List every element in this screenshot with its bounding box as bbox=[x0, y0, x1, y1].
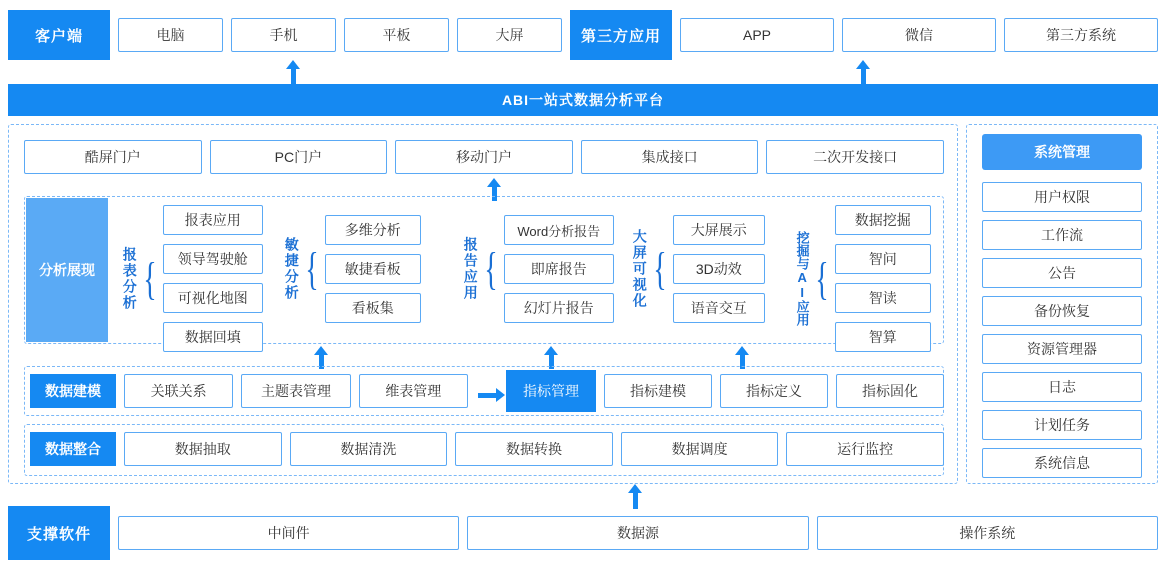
brace-icon: { bbox=[484, 243, 498, 294]
third-party-label: 第三方应用 bbox=[570, 10, 672, 60]
data-integration-label: 数据整合 bbox=[30, 432, 116, 466]
analysis-item-dashboard-set[interactable]: 看板集 bbox=[325, 293, 421, 323]
support-software-item-datasource[interactable]: 数据源 bbox=[467, 516, 808, 550]
analysis-group-ai-items bbox=[835, 205, 931, 352]
analysis-item-voice-interaction[interactable]: 语音交互 bbox=[673, 293, 765, 323]
client-item-bigscreen[interactable]: 大屏 bbox=[457, 18, 562, 52]
brace-icon: { bbox=[143, 252, 157, 304]
system-management-item-announcement[interactable]: 公告 bbox=[982, 258, 1142, 288]
system-management-list bbox=[982, 182, 1142, 478]
analysis-group-bigscreen-label: 大屏可视化 bbox=[631, 229, 648, 309]
support-software-item-os[interactable]: 操作系统 bbox=[817, 516, 1158, 550]
analysis-item-visual-map[interactable]: 可视化地图 bbox=[163, 283, 263, 313]
data-model-items-right bbox=[604, 374, 944, 408]
analysis-item-zhidu[interactable]: 智读 bbox=[835, 283, 931, 313]
portal-item-pc[interactable]: PC门户 bbox=[210, 140, 388, 174]
analysis-item-zhisuan[interactable]: 智算 bbox=[835, 322, 931, 352]
data-integration-item-transform[interactable]: 数据转换 bbox=[455, 432, 613, 466]
analysis-item-3d-effects[interactable]: 3D动效 bbox=[673, 254, 765, 284]
portal-item-integration-api[interactable]: 集成接口 bbox=[581, 140, 759, 174]
analysis-item-bigscreen-display[interactable]: 大屏展示 bbox=[673, 215, 765, 245]
analysis-group-agile-items bbox=[325, 215, 421, 323]
data-integration-item-clean[interactable]: 数据清洗 bbox=[290, 432, 448, 466]
analysis-item-leader-cockpit[interactable]: 领导驾驶舱 bbox=[163, 244, 263, 274]
data-model-item-metric-management[interactable]: 指标管理 bbox=[506, 370, 596, 412]
third-party-item-system[interactable]: 第三方系统 bbox=[1004, 18, 1158, 52]
third-party-item-app[interactable]: APP bbox=[680, 18, 834, 52]
portal-row bbox=[24, 140, 944, 174]
analysis-group-reportapp-items bbox=[504, 215, 614, 323]
system-management-item-system-info[interactable]: 系统信息 bbox=[982, 448, 1142, 478]
arrow-up-third-party bbox=[856, 60, 870, 84]
client-items bbox=[118, 10, 562, 60]
support-software-item-middleware[interactable]: 中间件 bbox=[118, 516, 459, 550]
data-model-label: 数据建模 bbox=[30, 374, 116, 408]
analysis-label: 分析展现 bbox=[26, 198, 108, 342]
client-item-pc[interactable]: 电脑 bbox=[118, 18, 223, 52]
client-item-phone[interactable]: 手机 bbox=[231, 18, 336, 52]
analysis-group-report-label: 报表分析 bbox=[121, 246, 138, 311]
system-management-item-log[interactable]: 日志 bbox=[982, 372, 1142, 402]
analysis-item-report-app[interactable]: 报表应用 bbox=[163, 205, 263, 235]
analysis-item-data-writeback[interactable]: 数据回填 bbox=[163, 322, 263, 352]
brace-icon: { bbox=[653, 243, 667, 294]
analysis-item-data-mining[interactable]: 数据挖掘 bbox=[835, 205, 931, 235]
data-model-item-relations[interactable]: 关联关系 bbox=[124, 374, 233, 408]
data-model-item-subject-table[interactable]: 主题表管理 bbox=[241, 374, 350, 408]
data-model-item-dim-table[interactable]: 维表管理 bbox=[359, 374, 468, 408]
data-model-item-metric-solidify[interactable]: 指标固化 bbox=[836, 374, 944, 408]
support-software-label: 支撑软件 bbox=[8, 506, 110, 560]
system-management-item-resource-manager[interactable]: 资源管理器 bbox=[982, 334, 1142, 364]
data-model-items-left bbox=[124, 374, 468, 408]
analysis-group-report-items bbox=[163, 205, 263, 352]
brace-icon: { bbox=[815, 252, 829, 304]
portal-item-mobile[interactable]: 移动门户 bbox=[395, 140, 573, 174]
analysis-item-zhiwen[interactable]: 智问 bbox=[835, 244, 931, 274]
system-management-item-user-permission[interactable]: 用户权限 bbox=[982, 182, 1142, 212]
arrow-right-metric bbox=[478, 388, 505, 402]
analysis-item-agile-dashboard[interactable]: 敏捷看板 bbox=[325, 254, 421, 284]
support-software-items bbox=[118, 506, 1158, 560]
system-management-item-workflow[interactable]: 工作流 bbox=[982, 220, 1142, 250]
portal-item-kupin[interactable]: 酷屏门户 bbox=[24, 140, 202, 174]
client-item-tablet[interactable]: 平板 bbox=[344, 18, 449, 52]
data-model-item-metric-definition[interactable]: 指标定义 bbox=[720, 374, 828, 408]
analysis-group-reportapp bbox=[463, 205, 614, 333]
system-management-item-backup-restore[interactable]: 备份恢复 bbox=[982, 296, 1142, 326]
client-label: 客户端 bbox=[8, 10, 110, 60]
analysis-item-adhoc-report[interactable]: 即席报告 bbox=[504, 254, 614, 284]
analysis-item-slide-report[interactable]: 幻灯片报告 bbox=[504, 293, 614, 323]
platform-title-bar: ABI一站式数据分析平台 bbox=[8, 84, 1158, 116]
analysis-group-bigscreen bbox=[632, 205, 765, 333]
third-party-items bbox=[680, 10, 1158, 60]
data-integration-item-monitor[interactable]: 运行监控 bbox=[786, 432, 944, 466]
data-model-item-metric-modeling[interactable]: 指标建模 bbox=[604, 374, 712, 408]
data-integration-item-extract[interactable]: 数据抽取 bbox=[124, 432, 282, 466]
system-management-title: 系统管理 bbox=[982, 134, 1142, 170]
brace-icon: { bbox=[305, 243, 319, 294]
analysis-group-agile bbox=[284, 205, 421, 333]
analysis-group-reportapp-label: 报告应用 bbox=[462, 237, 479, 301]
analysis-group-ai-label: 挖掘与AI应用 bbox=[794, 231, 810, 326]
analysis-group-ai bbox=[795, 205, 931, 352]
analysis-group-report bbox=[122, 205, 263, 352]
analysis-group-bigscreen-items bbox=[673, 215, 765, 323]
analysis-group-agile-label: 敏捷分析 bbox=[283, 237, 300, 301]
analysis-item-multidim[interactable]: 多维分析 bbox=[325, 215, 421, 245]
data-integration-items bbox=[124, 432, 944, 466]
portal-item-dev-api[interactable]: 二次开发接口 bbox=[766, 140, 944, 174]
system-management-item-scheduled-task[interactable]: 计划任务 bbox=[982, 410, 1142, 440]
data-integration-item-schedule[interactable]: 数据调度 bbox=[621, 432, 779, 466]
third-party-item-wechat[interactable]: 微信 bbox=[842, 18, 996, 52]
analysis-item-word-report[interactable]: Word分析报告 bbox=[504, 215, 614, 245]
arrow-up-client bbox=[286, 60, 300, 84]
